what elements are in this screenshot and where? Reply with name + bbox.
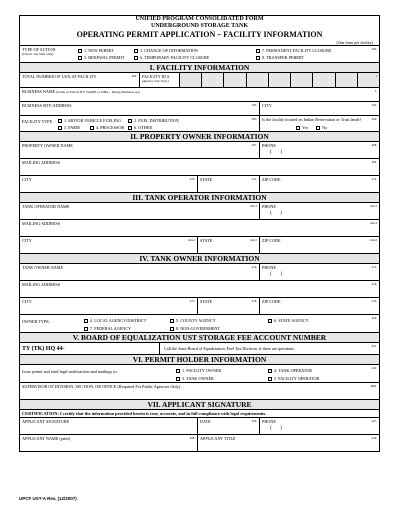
property-owner-mailing-row [20, 158, 379, 175]
section-property-owner: II. PROPERTY OWNER INFORMATION [20, 131, 379, 141]
option-facility-operator[interactable]: 5. FACILITY OPERATOR [268, 376, 319, 381]
option-non-government[interactable]: 8. NON-GOVERNMENT [170, 326, 220, 331]
indian-land-question: Is the facility located on Indian Reservation or Trust lands? [262, 117, 362, 122]
option-no[interactable]: No [316, 125, 327, 130]
phone-area-code: ( ) [270, 211, 283, 216]
type-of-action-num: 400. [371, 47, 377, 51]
permit-holder-row [20, 364, 379, 382]
boe-note-cell: Call the State Board of Equalization, Fuel Tax Division, if there are questions. 421. [164, 344, 377, 351]
checkbox[interactable] [84, 319, 88, 323]
tank-operator-mailing-field[interactable]: MAILING ADDRESS 424-3 [22, 221, 377, 226]
checkbox[interactable] [176, 369, 180, 373]
type-of-action-sub: (Check one item only) [22, 52, 54, 56]
checkbox[interactable] [78, 49, 82, 53]
business-name-row [20, 87, 379, 101]
boe-account-field[interactable] [20, 343, 160, 354]
boe-note: Call the State Board of Equalization, Fuel Tax Division, if there are questions. [164, 346, 295, 351]
tank-operator-name-row [20, 202, 379, 219]
tank-owner-state-field[interactable]: STATE 418. [198, 298, 260, 314]
site-address-field[interactable]: BUSINESS SITE ADDRESS 103. [20, 102, 260, 115]
tank-owner-name-row [20, 263, 379, 280]
applicant-phone-field[interactable]: PHONE 427. ( ) [262, 419, 377, 431]
certification-text: CERTIFICATION: I certify that the information provided herein is true, accurate, and in full compliance with legal requirements. [22, 411, 267, 416]
supervisor-field[interactable]: SUPERVISOR OF DIVISION, SECTION, OR OFFICE (Required For Public Agencies Only) 406a. [22, 384, 377, 389]
supervisor-row [20, 382, 379, 399]
checkbox[interactable] [296, 126, 300, 130]
type-of-action-label-cell [20, 46, 78, 62]
site-address-row [20, 101, 379, 115]
checkbox[interactable] [268, 369, 272, 373]
facility-id-boxes: 1 [180, 73, 379, 87]
option-transfer-permit[interactable]: 8. TRANSFER PERMIT [256, 55, 304, 60]
option-farm[interactable]: 3. FARM [58, 125, 80, 130]
option-state-agency[interactable]: 6. STATE AGENCY [268, 318, 309, 323]
certification-row [20, 409, 379, 417]
property-owner-mailing-field[interactable]: MAILING ADDRESS 409. [22, 160, 377, 165]
business-name-field[interactable]: BUSINESS NAME (Same as FACILITY NAME or DBA – Doing Business As) 3. [22, 89, 377, 94]
option-renewal-permit[interactable]: 5. RENEWAL PERMIT [78, 55, 124, 60]
signature-date-field[interactable]: DATE 426. [198, 418, 260, 434]
checkbox[interactable] [134, 56, 138, 60]
tank-operator-phone-field[interactable]: PHONE 424-2 ( ) [262, 204, 377, 216]
type-of-action-row [20, 45, 379, 62]
property-owner-state-field[interactable]: STATE 411. [198, 176, 260, 192]
option-processor[interactable]: 4. PROCESSOR [90, 125, 124, 130]
header-note: (One form per facility) [336, 40, 373, 45]
phone-area-code: ( ) [270, 272, 283, 277]
option-permanent-closure[interactable]: 7. PERMANENT FACILITY CLOSURE [256, 48, 331, 53]
section-permit-holder: VI. PERMIT HOLDER INFORMATION [20, 354, 379, 364]
permit-holder-cell: 422. Issue permit and send legal notifications and mailings to: 1. FACILITY OWNER 4. TANK OPERATOR 3. TANK OWNER 5. FACILITY OPERATOR [22, 366, 377, 381]
form-title: OPERATING PERMIT APPLICATION – FACILITY INFORMATION [76, 30, 323, 39]
phone-area-code: ( ) [270, 150, 283, 155]
header-line-1: UNIFIED PROGRAM CONSOLIDATED FORM [135, 16, 264, 22]
indian-land-cell: 404. Is the facility located on Indian Reservation or Trust lands? Yes No [262, 117, 377, 130]
tank-owner-city-field[interactable]: CITY 417. [20, 298, 198, 314]
property-owner-city-field[interactable]: CITY 410. [20, 176, 198, 192]
tank-operator-mailing-row [20, 219, 379, 236]
facility-type-label: FACILITY TYPE [22, 119, 53, 124]
permit-form [19, 15, 380, 452]
checkbox[interactable] [84, 327, 88, 331]
boe-account-prefix: TY (TK) HQ 44- [22, 346, 65, 352]
form-revision-footer: UPCF UST-A Rev. (12/2007) [19, 496, 77, 501]
option-motor-vehicle-fueling[interactable]: 1. MOTOR VEHICLE FUELING [58, 118, 121, 123]
checkbox[interactable] [170, 327, 174, 331]
tank-operator-state-field[interactable]: STATE 424-5 [198, 237, 260, 253]
tank-owner-mailing-field[interactable]: MAILING ADDRESS 416. [22, 282, 377, 287]
section-facility-information: I. FACILITY INFORMATION [20, 62, 379, 72]
tank-owner-city-row [20, 297, 379, 314]
owner-type-cell: 420. OWNER TYPE: 4. LOCAL AGENCY/DISTRICT 5. COUNTY AGENCY 6. STATE AGENCY 7. FEDERAL AGENCY 8. NON-GOVERNMENT [22, 316, 377, 331]
tank-operator-city-row [20, 236, 379, 253]
section-tank-operator: III. TANK OPERATOR INFORMATION [20, 192, 379, 202]
option-fuel-distribution[interactable]: 2. FUEL DISTRIBUTION [128, 118, 179, 123]
checkbox[interactable] [316, 126, 320, 130]
facility-ids-row [20, 72, 379, 87]
option-facility-owner[interactable]: 1. FACILITY OWNER [176, 368, 221, 373]
type-of-action-label: TYPE OF ACTION [22, 47, 56, 52]
applicant-title-field[interactable]: APPLICANT TITLE 429. [200, 436, 377, 441]
property-owner-phone-field[interactable]: PHONE 408. ( ) [262, 143, 377, 155]
checkbox[interactable] [268, 319, 272, 323]
checkbox[interactable] [256, 56, 260, 60]
section-tank-owner: IV. TANK OWNER INFORMATION [20, 253, 379, 263]
option-federal-agency[interactable]: 7. FEDERAL AGENCY [84, 326, 131, 331]
phone-area-code: ( ) [270, 426, 283, 431]
permit-holder-label: Issue permit and send legal notifications and mailings to: [22, 369, 118, 374]
option-new-permit[interactable]: 1. NEW PERMIT [78, 48, 114, 53]
boe-account-row [20, 342, 379, 354]
checkbox[interactable] [268, 377, 272, 381]
facility-type-cell: 403. FACILITY TYPE 1. MOTOR VEHICLE FUELING 2. FUEL DISTRIBUTION 3. FARM 4. PROCESSOR 6. OTHER [20, 116, 260, 131]
checkbox[interactable] [78, 56, 82, 60]
option-other[interactable]: 6. OTHER [128, 125, 152, 130]
tank-operator-city-field[interactable]: CITY 424-4 [20, 237, 198, 253]
option-tank-operator[interactable]: 4. TANK OPERATOR [268, 368, 312, 373]
type-of-action-options [78, 46, 379, 62]
owner-type-label: OWNER TYPE: [22, 319, 50, 324]
checkbox[interactable] [128, 126, 132, 130]
tank-owner-name-field[interactable]: TANK OWNER NAME 414. [20, 264, 260, 280]
form-header [20, 16, 379, 45]
checkbox[interactable] [58, 126, 62, 130]
checkbox[interactable] [90, 126, 94, 130]
checkbox[interactable] [170, 319, 174, 323]
total-ust-field[interactable]: TOTAL NUMBER OF USTs AT FACILITY 400. [20, 73, 140, 87]
facility-id-label-cell: FACILITY ID # (Agency Use Only) [140, 73, 180, 87]
owner-type-row [20, 314, 379, 332]
header-line-2: UNDERGROUND STORAGE TANK [150, 23, 248, 29]
option-county-agency[interactable]: 5. COUNTY AGENCY [170, 318, 216, 323]
applicant-signature-field[interactable]: APPLICANT SIGNATURE [20, 418, 198, 434]
option-temporary-closure[interactable]: 6. TEMPORARY FACILITY CLOSURE [134, 55, 209, 60]
option-local-agency[interactable]: 4. LOCAL AGENCY/DISTRICT [84, 318, 146, 323]
section-boe-account: V. BOARD OF EQUALIZATION UST STORAGE FEE ACCOUNT NUMBER [20, 332, 379, 342]
option-tank-owner[interactable]: 3. TANK OWNER [176, 376, 214, 381]
checkbox[interactable] [176, 377, 180, 381]
applicant-name-field[interactable]: APPLICANT NAME (print) 428. [20, 435, 198, 451]
property-owner-city-row [20, 175, 379, 192]
property-owner-zip-field[interactable]: ZIP CODE 412. [262, 177, 377, 182]
tank-owner-mailing-row [20, 280, 379, 297]
tank-operator-name-field[interactable]: TANK OPERATOR NAME 424-1 [20, 203, 260, 219]
property-owner-name-field[interactable]: PROPERTY OWNER NAME 407. [20, 142, 260, 158]
tank-owner-phone-field[interactable]: PHONE 415. ( ) [262, 265, 377, 277]
checkbox[interactable] [256, 49, 260, 53]
option-yes[interactable]: Yes [296, 125, 308, 130]
tank-owner-zip-field[interactable]: ZIP CODE 419. [262, 299, 377, 304]
checkbox[interactable] [58, 119, 62, 123]
checkbox[interactable] [134, 49, 138, 53]
tank-operator-zip-field[interactable]: ZIP CODE 424-6 [262, 238, 377, 243]
property-owner-name-row [20, 141, 379, 158]
section-applicant-signature: VII. APPLICANT SIGNATURE [20, 399, 379, 409]
signature-row [20, 417, 379, 434]
facility-city-field[interactable]: CITY 104. [262, 103, 377, 108]
option-change-of-information[interactable]: 3. CHANGE OF INFORMATION [134, 48, 198, 53]
applicant-name-row [20, 434, 379, 451]
checkbox[interactable] [128, 119, 132, 123]
facility-type-row [20, 115, 379, 131]
